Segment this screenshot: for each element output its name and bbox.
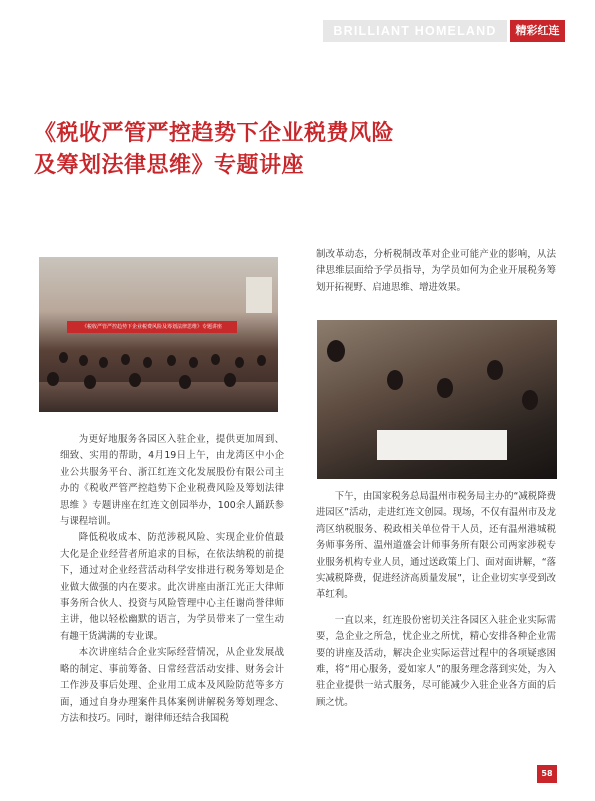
article-title [34, 118, 454, 182]
table-cloth [39, 382, 278, 412]
audience-head [99, 357, 108, 368]
person-head [522, 390, 538, 410]
projector-screen [246, 277, 272, 313]
body-text-right-top [316, 247, 556, 296]
audience-head [59, 352, 68, 363]
audience-head [179, 375, 191, 389]
lecture-banner: 《税收严管严控趋势下企业税费风险及筹划法律思维》专题讲座 [67, 321, 237, 333]
body-text-right [316, 489, 556, 711]
person-head [437, 378, 453, 398]
audience-head [84, 375, 96, 389]
person-head [487, 360, 503, 380]
audience-head [129, 373, 141, 387]
audience-head [167, 355, 176, 366]
section-title-cn: 精彩红连 [510, 20, 565, 42]
paragraph: 下午，由国家税务总局温州市税务局主办的“减税降费进园区”活动，走进红连文创园。现场，不仅有温州市及龙湾区纳税服务、税政相关单位骨干人员，还有温州港城税务师事务所、温州道盛会计师事务所有限公司两家涉税专业服务机构专业人员，通过送政策上门、面对面讲解，“落实减税降费，促进经济高质量发展”，让企业切实享受到改革红利。 [316, 491, 556, 601]
paragraph: 制改革动态，分析税制改革对企业可能产业的影响，从法律思维层面给予学员指导，为学员如何为企业开展税务筹划开拓视野、启迪思维、增进效果。 [316, 249, 556, 293]
person-head [327, 340, 345, 362]
paragraph: 为更好地服务各园区入驻企业，提供更加周到、细致、实用的帮助，4月19日上午，由龙湾区中小企业公共服务平台、浙江红连文化发展股份有限公司主办的《税收严管严控趋势下企业税费风险及筹划法律思维 》专题讲座在红连文创园举办，100余人踊跃参与课程培训。 [60, 434, 284, 528]
audience-head [235, 357, 244, 368]
paragraph: 一直以来，红连股份密切关注各园区入驻企业实际需要，急企业之所急，忧企业之所忧，精心安排各种企业需要的讲座及活动，解决企业实际运营过程中的各项疑惑困难，将“用心服务，爱如家人”的服务理念落到实处，为入驻企业提供一站式服务，尽可能减少入驻企业各方面的后顾之忧。 [316, 614, 556, 708]
body-text-left [60, 432, 284, 727]
section-title-en: BRILLIANT HOMELAND [323, 20, 507, 42]
page-number: 58 [537, 765, 557, 783]
article-title-line2: 及筹划法律思维》专题讲座 [34, 153, 305, 178]
audience-head [257, 355, 266, 366]
audience-head [143, 357, 152, 368]
audience-head [211, 354, 220, 365]
audience-head [79, 355, 88, 366]
audience-head [224, 373, 236, 387]
audience-head [47, 372, 59, 386]
person-head [387, 370, 403, 390]
audience-head [121, 354, 130, 365]
consultation-table [377, 430, 507, 460]
paragraph: 本次讲座结合企业实际经营情况，从企业发展战略的制定、事前筹备、日常经营活动安排、财务会计工作涉及事后处理、企业用工成本及风险防范等多方面，通过自身办理案件具体案例讲解税务筹划理念、方法和技巧。同时，谢律师还结合我国税 [60, 647, 284, 724]
consultation-photo [317, 320, 557, 479]
article-title-line1: 《税收严管严控趋势下企业税费风险 [34, 121, 395, 146]
paragraph: 降低税收成本、防范涉税风险、实现企业价值最大化是企业经营者所追求的目标，在依法纳税的前提下，通过对企业经营活动科学安排进行税务筹划是企业做大做强的内在要求。此次讲座由浙江光正大律师事务所合伙人、投资与风险管理中心主任谢尚誉律师主讲，他以轻松幽默的语言，为学员带来了一堂生动有趣干货满满的专业课。 [60, 532, 284, 642]
audience-head [189, 357, 198, 368]
lecture-hall-photo [39, 257, 278, 412]
